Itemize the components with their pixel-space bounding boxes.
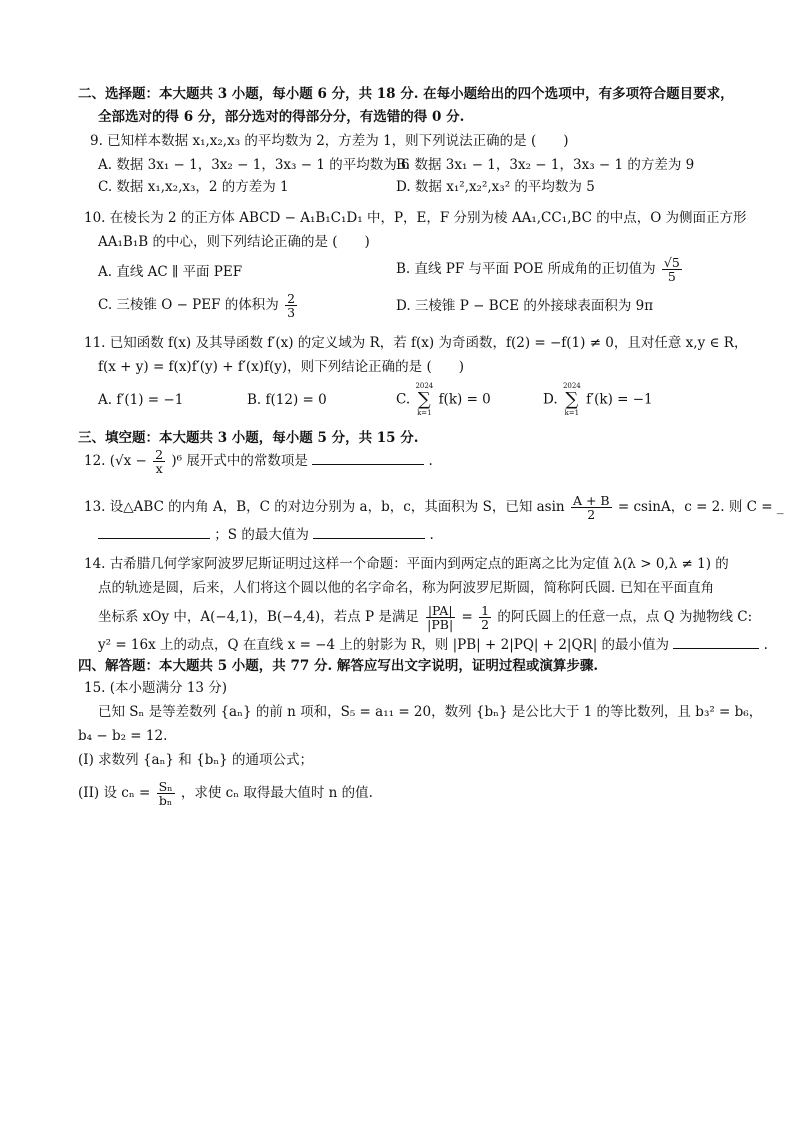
q14-text-pre: 坐标系 xOy 中，A(−4,1)，B(−4,4)，若点 P 是满足: [98, 609, 419, 625]
q14-text-post: 的阿氏圆上的任意一点，点 Q 为抛物线 C:: [497, 609, 753, 625]
q9-option-d: D. 数据 x₁²,x₂²,x₃² 的平均数为 5: [396, 179, 595, 195]
q10-stem-cont: AA₁B₁B 的中心，则下列结论正确的是 ( ): [98, 234, 370, 250]
q15-line-1: 已知 Sₙ 是等差数列 {aₙ} 的前 n 项和，S₅ = a₁₁ = 20，数列 {bₙ} 是公比大于 1 的等比数列，且 b₃² = b₆，: [98, 704, 763, 720]
q11-option-c-label: C.: [396, 391, 411, 408]
q9-stem: 9. 已知样本数据 x₁,x₂,x₃ 的平均数为 2，方差为 1，则下列说法正确的是 ( ): [90, 133, 569, 149]
fraction-numerator: Sₙ: [158, 779, 173, 794]
q11-option-a: A. f′(1) = −1: [98, 392, 184, 408]
q10-option-b-fraction: [662, 256, 682, 283]
fraction-numerator: 1: [481, 603, 490, 618]
q10-stem: 10. 在棱长为 2 的正方体 ABCD − A₁B₁C₁D₁ 中，P，E，F 分别为棱 AA₁,CC₁,BC 的中点，O 为侧面正方形: [84, 210, 747, 226]
sigma-icon: ∑: [565, 389, 579, 410]
q11-option-d-label: D.: [543, 391, 558, 408]
q11-option-d-expr: f′(k) = −1: [586, 391, 653, 408]
q14-line-4: [98, 634, 768, 655]
q14-ratio-fraction: [425, 604, 455, 631]
q15-fraction: [157, 780, 175, 807]
q9-option-b: B. 数据 3x₁ − 1，3x₂ − 1，3x₃ − 1 的方差为 9: [396, 157, 695, 173]
q12-answer-blank[interactable]: [312, 450, 424, 465]
sum-upper-limit: 2024: [562, 382, 581, 390]
q13-text-mid: ；S 的最大值为: [214, 527, 309, 543]
q9-option-a: A. 数据 3x₁ − 1，3x₂ − 1，3x₃ − 1 的平均数为 6: [98, 157, 410, 173]
q13-text-pre: 13. 设△ABC 的内角 A，B，C 的对边分别为 a，b，c，其面积为 S，已知 asin: [84, 499, 565, 515]
fraction-denominator: 2: [587, 507, 596, 522]
q13-line: [84, 494, 784, 521]
q14-text-end: .: [763, 637, 768, 653]
q15-part-2-post: ，求使 cₙ 取得最大值时 n 的值.: [180, 785, 373, 801]
fraction-denominator: x: [155, 461, 163, 476]
q14-line-1: 14. 古希腊几何学家阿波罗尼斯证明过这样一个命题：平面内到两定点的距离之比为定值 λ(λ > 0,λ ≠ 1) 的: [84, 556, 729, 572]
q12-fraction: [153, 448, 165, 475]
fraction-numerator: |PA|: [427, 603, 453, 618]
summation-sign: [415, 382, 433, 418]
q15-part-2-pre: (II) 设 cₙ =: [78, 785, 151, 801]
section-4-header: 四、解答题：本大题共 5 小题，共 77 分. 解答应写出文字说明，证明过程或演算步骤.: [78, 658, 599, 674]
q12-text-pre: 12. (√x −: [84, 453, 147, 469]
q14-equals: =: [461, 609, 473, 625]
q9-option-c: C. 数据 x₁,x₂,x₃，2 的方差为 1: [98, 179, 289, 195]
q10-option-b-text: B. 直线 PF 与平面 POE 所成角的正切值为: [396, 261, 656, 277]
fraction-denominator: 5: [667, 269, 676, 284]
q11-stem: 11. 已知函数 f(x) 及其导函数 f′(x) 的定义域为 R，若 f(x) 为奇函数，f(2) = −f(1) ≠ 0，且对任意 x,y ∈ R，: [84, 335, 748, 351]
q10-option-a: A. 直线 AC ∥ 平面 PEF: [98, 264, 243, 280]
fraction-denominator: bₙ: [158, 793, 173, 808]
q10-option-d: D. 三棱锥 P − BCE 的外接球表面积为 9π: [396, 298, 654, 314]
sum-lower-limit: k=1: [417, 409, 432, 417]
fraction-numerator: A + B: [572, 493, 610, 508]
sum-upper-limit: 2024: [415, 382, 434, 390]
q11-option-b: B. f(12) = 0: [247, 392, 327, 408]
q14-half-fraction: [479, 604, 491, 631]
q14-answer-blank[interactable]: [673, 634, 759, 649]
q13-text-end: .: [429, 527, 434, 543]
section-2-header-cont: 全部选对的得 6 分，部分选对的得部分分，有选错的得 0 分.: [98, 109, 465, 125]
q13-text-post: = csinA，c = 2. 则 C = _: [617, 499, 784, 515]
q15-line-2: b₄ − b₂ = 12.: [78, 728, 168, 744]
summation-sign: [563, 382, 581, 418]
q14-line-3: [98, 604, 752, 631]
q10-option-c: [98, 292, 299, 319]
fraction-numerator: 2: [287, 291, 296, 306]
q12-line: [84, 448, 433, 475]
fraction-numerator: 2: [155, 447, 164, 462]
q13-fraction: [571, 494, 612, 521]
q10-option-c-fraction: [285, 292, 297, 319]
fraction-denominator: 2: [481, 617, 490, 632]
q12-text-end: .: [428, 453, 433, 469]
q11-option-c-expr: f(k) = 0: [438, 391, 491, 408]
q11-stem-cont: f(x + y) = f(x)f′(y) + f′(x)f(y)，则下列结论正确的是 ( ): [98, 359, 465, 375]
sum-lower-limit: k=1: [564, 409, 580, 417]
sigma-icon: ∑: [417, 389, 431, 410]
q13-line-2: [98, 524, 434, 545]
q13-answer-blank-c[interactable]: [98, 524, 210, 539]
q12-text-post: )⁶ 展开式中的常数项是: [171, 453, 308, 469]
q14-line-2: 点的轨迹是圆，后来，人们将这个圆以他的名字命名，称为阿波罗尼斯圆，简称阿氏圆. 已知在平面直角: [98, 580, 715, 596]
q14-text: y² = 16x 上的动点，Q 在直线 x = −4 上的射影为 R，则 |PB| + 2|PQ| + 2|QR| 的最小值为: [98, 637, 670, 653]
section-3-header: 三、填空题：本大题共 3 小题，每小题 5 分，共 15 分.: [78, 430, 419, 446]
fraction-numerator: √5: [663, 255, 680, 270]
q10-option-c-text: C. 三棱锥 O − PEF 的体积为: [98, 297, 279, 313]
fraction-denominator: |PB|: [427, 617, 454, 632]
q15-part-2: [78, 780, 373, 807]
q11-option-d: [543, 382, 653, 418]
fraction-denominator: 3: [287, 305, 296, 320]
q11-option-c: [396, 382, 491, 418]
section-2-header: 二、选择题：本大题共 3 小题，每小题 6 分，共 18 分. 在每小题给出的四个选项中，有多项符合题目要求，: [78, 86, 734, 102]
q10-option-b: [396, 256, 684, 283]
q15-title: 15. (本小题满分 13 分): [84, 680, 228, 696]
q13-answer-blank-s[interactable]: [313, 524, 425, 539]
q15-part-1: (I) 求数列 {aₙ} 和 {bₙ} 的通项公式；: [78, 752, 314, 768]
